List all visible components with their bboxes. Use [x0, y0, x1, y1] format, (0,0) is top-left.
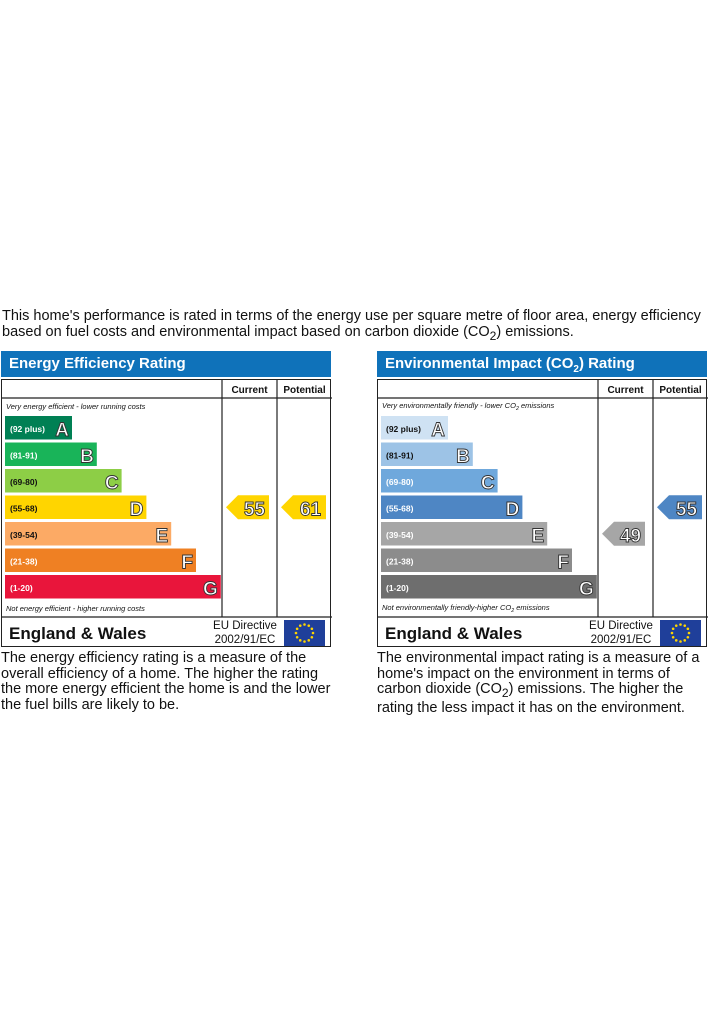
band-letter-f: F [181, 552, 193, 574]
eu-star-icon [303, 640, 306, 643]
eir-title-part1: Environmental Impact (CO [385, 355, 574, 372]
region-label: England & Wales [9, 624, 147, 643]
top-note-part2: emissions [518, 401, 555, 410]
eu-star-icon [296, 636, 299, 639]
eu-star-icon [295, 632, 298, 635]
band-bar-g [381, 575, 597, 599]
potential-rating-value: 61 [299, 499, 322, 521]
eir-blurb-part1: The environmental impact rating is a measure of a home's impact on the environment in terms of carbon dioxide (CO [377, 650, 700, 697]
band-range-a: (92 plus) [10, 424, 45, 434]
band-letter-d: D [129, 499, 144, 521]
band-letter-e: E [155, 526, 169, 547]
potential-rating-value: 55 [675, 499, 698, 521]
eu-star-icon [296, 627, 299, 630]
eu-star-icon [687, 627, 690, 630]
band-letter-b: B [80, 446, 94, 468]
eer-chart-svg [2, 380, 332, 648]
environmental-impact-panel [377, 351, 707, 717]
eir-title [377, 351, 707, 377]
band-range-f: (21-38) [386, 556, 414, 567]
directive-line2: 2002/91/EC [214, 634, 276, 646]
eir-blurb-sub: 2 [501, 685, 509, 700]
band-range-g: (1-20) [10, 583, 33, 593]
band-letter-g: G [579, 579, 594, 600]
band-range-e: (39-54) [10, 530, 38, 540]
eir-title-part2: ) Rating [578, 355, 635, 372]
eir-description [377, 651, 707, 717]
eu-star-icon [303, 623, 306, 626]
band-letter-f: F [557, 552, 569, 574]
region-label: England & Wales [385, 624, 523, 643]
directive-line1: EU Directive [213, 620, 277, 632]
band-letter-d: D [505, 499, 520, 521]
intro-sub: 2 [489, 328, 497, 343]
band-range-f: (21-38) [10, 556, 38, 567]
band-letter-e: E [531, 526, 545, 547]
eu-star-icon [672, 636, 675, 639]
eer-description: The energy efficiency rating is a measure of the overall efficiency of a home. The higher the rating the more energy efficient the home is and the lower the fuel bills are likely to be. [1, 650, 331, 713]
eu-star-icon [312, 632, 315, 635]
eu-star-icon [311, 627, 314, 630]
eu-star-icon [299, 639, 302, 642]
current-column-header: Current [607, 385, 644, 396]
eer-chart [1, 379, 331, 647]
current-column-header: Current [231, 385, 268, 396]
bottom-note-part2: emissions [514, 603, 550, 612]
eu-star-icon [672, 627, 675, 630]
band-range-g: (1-20) [386, 583, 409, 593]
eu-star-icon [679, 623, 682, 626]
eir-title-sub: 2 [573, 364, 579, 375]
band-range-d: (55-68) [386, 503, 414, 514]
band-letter-c: C [480, 473, 495, 494]
band-letter-b: B [456, 446, 470, 468]
eer-title: Energy Efficiency Rating [1, 351, 331, 377]
eu-star-icon [307, 639, 310, 642]
top-note: Very energy efficient - lower running costs [6, 402, 146, 411]
intro-text [2, 308, 702, 344]
band-letter-a: A [55, 420, 69, 441]
band-letter-c: C [104, 473, 119, 494]
band-letter-a: A [431, 420, 445, 441]
band-range-c: (69-80) [10, 477, 38, 487]
eu-star-icon [687, 636, 690, 639]
top-note [382, 401, 555, 412]
current-rating-value: 55 [243, 499, 266, 521]
potential-column-header: Potential [283, 385, 326, 396]
eu-star-icon [299, 624, 302, 627]
eu-star-icon [688, 632, 691, 635]
potential-column-header: Potential [659, 385, 702, 396]
eu-star-icon [679, 640, 682, 643]
bottom-note-sub: 2 [511, 608, 515, 614]
eu-star-icon [675, 639, 678, 642]
eu-star-icon [675, 624, 678, 627]
eu-star-icon [683, 639, 686, 642]
directive-line2: 2002/91/EC [590, 634, 652, 646]
eu-star-icon [683, 624, 686, 627]
band-range-c: (69-80) [386, 477, 414, 487]
eu-star-icon [311, 636, 314, 639]
energy-efficiency-panel [1, 351, 331, 713]
bottom-note-part1: Not environmentally friendly-higher CO [382, 603, 512, 612]
intro-part1: This home's performance is rated in terms of the energy use per square metre of floor area, energy efficiency based on fuel costs and environmental impact based on carbon dioxide (CO [2, 308, 701, 340]
top-note-sub: 2 [515, 406, 519, 412]
intro-part2: ) emissions. [496, 324, 574, 340]
band-letter-g: G [203, 579, 218, 600]
band-range-b: (81-91) [386, 450, 414, 461]
bottom-note: Not energy efficient - higher running costs [6, 604, 145, 613]
band-range-e: (39-54) [386, 530, 414, 540]
current-rating-value: 49 [619, 525, 642, 547]
eu-star-icon [671, 632, 674, 635]
eir-blurb-part2: ) emissions. The higher the rating the less impact it has on the environment. [377, 681, 685, 717]
band-range-b: (81-91) [10, 450, 38, 461]
eu-star-icon [307, 624, 310, 627]
band-range-a: (92 plus) [386, 424, 421, 434]
band-range-d: (55-68) [10, 503, 38, 514]
band-bar-g [5, 575, 221, 599]
eir-chart [377, 379, 707, 647]
eir-chart-svg [378, 380, 708, 648]
bottom-note [382, 603, 550, 614]
top-note-part1: Very environmentally friendly - lower CO [382, 401, 516, 410]
directive-line1: EU Directive [589, 620, 653, 632]
